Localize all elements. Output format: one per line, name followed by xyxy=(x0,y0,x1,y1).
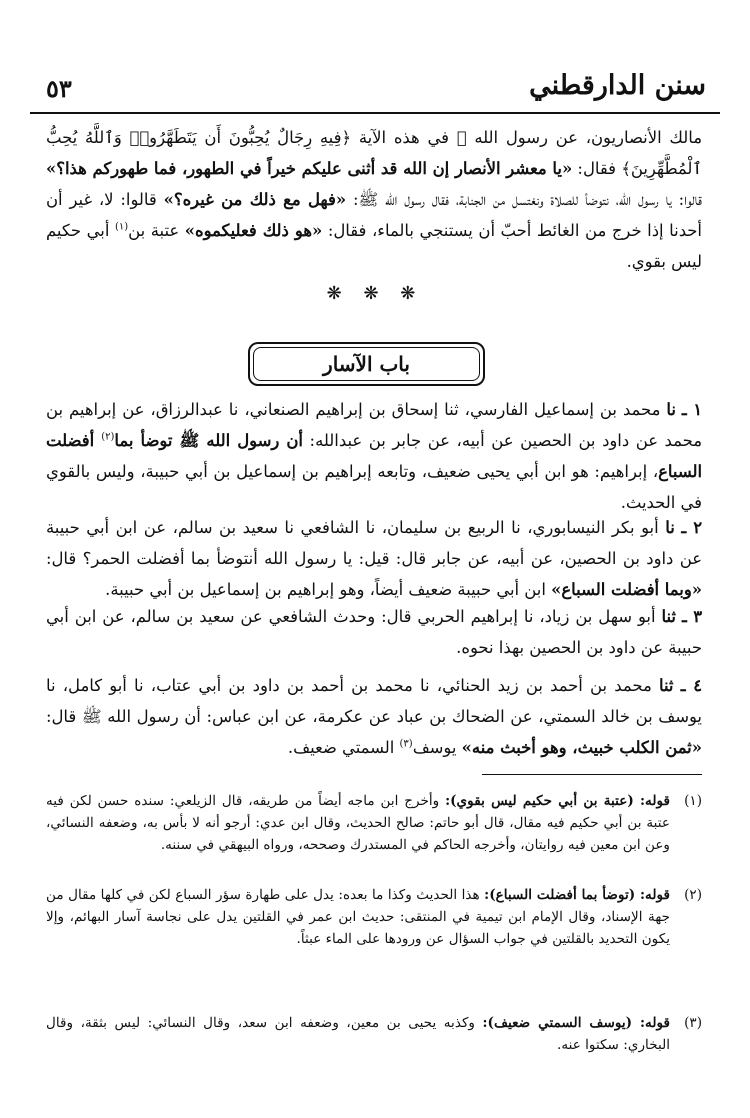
hadith-comment: ابن أبي حبيبة ضعيف أيضاً، وهو إبراهيم بن إسماعيل بن أبي حبيبة. xyxy=(105,580,552,599)
footnote-body: هذا الحديث وكذا ما بعده: يدل على طهارة سؤر السباع لكن في كلها مقال من جهة الإسناد، وقال الإمام ابن تيمية في المنتقى: حديث ابن عمر في القلتين يدل على نجاسة آسار البهائم، وإلا يكون التحديد بالقلتين في جواب السؤال عن ورودها على الماء عبثاً. xyxy=(46,887,670,947)
page-number: ٥٣ xyxy=(46,74,72,103)
intro-text-4: عتبة بن xyxy=(128,221,185,240)
hadith-text: أبو سهل بن زياد، نا إبراهيم الحربي قال: وحدث الشافعي عن سعيد بن سالم، عن ابن أبي حبيبة عن داود بن الحصين بهذا نحوه. xyxy=(46,607,702,657)
hadith-text: أبو بكر النيسابوري، نا الربيع بن سليمان، نا الشافعي نا سعيد بن سالم، عن ابن أبي حبيبة عن داود بن الحصين، عن أبيه، عن جابر قال: قيل: يا رسول الله أنتوضأ بما أفضلت الحمر؟ قال: xyxy=(46,518,702,568)
footnote-head: قوله: (يوسف السمتي ضعيف): xyxy=(482,1015,670,1031)
hadith-text: محمد بن إسماعيل الفارسي، ثنا إسحاق بن إبراهيم الصنعاني، نا عبدالرزاق، عن إبراهيم بن محمد عن داود بن الحصين عن أبيه، عن جابر بن عبدالله: xyxy=(46,400,702,450)
page-header xyxy=(30,70,720,114)
section-separator: ❋ ❋ ❋ xyxy=(326,283,424,304)
footnote-body: وكذبه يحيى بن معين، وضعفه ابن سعد، وقال النسائي: ليس بثقة، وقال البخاري: سكتوا عنه. xyxy=(46,1015,670,1053)
footnote-head: قوله: (عتبة بن أبي حكيم ليس بقوي): xyxy=(445,793,671,809)
isnad-marker: نا xyxy=(666,400,676,419)
intro-text-5: أبي حكيم ليس بقوي. xyxy=(46,221,702,271)
hadith-matn-cont: أفضلت السباع xyxy=(46,431,702,481)
hadith-4 xyxy=(46,670,702,763)
hadith-matn: «ثمن الكلب خبيث، وهو أخبث منه» xyxy=(461,738,702,757)
hadith-number: ٢ ـ xyxy=(681,518,703,537)
isnad-marker: ثنا xyxy=(661,607,676,626)
footnote-1 xyxy=(46,790,702,856)
footnote-ref-1: (١) xyxy=(114,221,129,233)
footnote-number: (١) xyxy=(684,793,702,809)
footnote-ref-2: (٢) xyxy=(101,431,115,443)
hadith-number: ٤ ـ xyxy=(680,676,703,695)
chapter-title: باب الآسار xyxy=(253,347,480,381)
chapter-title-box xyxy=(248,342,485,386)
hadith-comment: ، إبراهيم: هو ابن أبي يحيى ضعيف، وتابعه إبراهيم بن إسماعيل بن أبي حبيبة، وليس بالقوي في الحديث. xyxy=(46,462,702,512)
intro-quote-2: «فهل مع ذلك من غيره؟» xyxy=(163,190,347,209)
footnote-number: (٣) xyxy=(684,1015,702,1031)
hadith-comment: يوسف xyxy=(412,738,462,757)
footnote-rule xyxy=(482,774,702,775)
hadith-text: محمد بن أحمد بن زيد الحنائي، نا محمد بن أحمد بن داود بن أبي عتاب، نا أبو كامل، نا يوسف بن خالد السمتي، عن الضحاك بن عباد عن عكرمة، عن ابن عباس: أن رسول الله ﷺ قال: xyxy=(46,676,702,726)
footnote-number: (٢) xyxy=(684,887,702,903)
footnote-3 xyxy=(46,1012,702,1056)
isnad-marker: ثنا xyxy=(658,676,674,695)
intro-text-2: قالوا: يا رسول الله، نتوضأ للصلاة ونغتسل من الجنابة، فقال رسول الله ﷺ: xyxy=(346,190,703,209)
hadith-number: ١ ـ xyxy=(681,400,702,419)
footnote-head: قوله: (توضأ بما أفضلت السباع): xyxy=(484,887,670,903)
footnote-ref-3: (٣) xyxy=(399,738,413,750)
hadith-number: ٣ ـ xyxy=(681,607,703,626)
footnote-2 xyxy=(46,884,702,950)
intro-quote-1: «يا معشر الأنصار إن الله قد أثنى عليكم خيراً في الطهور، فما طهوركم هذا؟» xyxy=(46,159,573,178)
hadith-1 xyxy=(46,394,702,518)
header-rule xyxy=(30,112,720,114)
hadith-matn: «وبما أفضلت السباع» xyxy=(551,580,702,599)
intro-text-3: قالوا: لا، غير أن أحدنا إذا خرج من الغائط أحبّ أن يستنجي بالماء، فقال: xyxy=(46,190,702,240)
isnad-marker: نا xyxy=(665,518,675,537)
hadith-3 xyxy=(46,601,702,663)
hadith-matn: أن رسول الله ﷺ توضأ بما xyxy=(114,431,303,450)
intro-text-1: مالك الأنصاريون، عن رسول الله ﷺ في هذه الآية ﴿فِيهِ رِجَالٌ يُحِبُّونَ أَن يَتَطَهَّرُوا۟ وَٱللَّهُ يُحِبُّ ٱلْمُطَّهِّرِينَ﴾ فقال: xyxy=(46,128,702,178)
book-title: سنن الدارقطني xyxy=(529,70,706,101)
hadith-comment-cont: السمتي ضعيف. xyxy=(287,738,400,757)
hadith-2 xyxy=(46,512,702,605)
footnote-body: وأخرج ابن ماجه أيضاً من طريقه، قال الزيلعي: سنده حسن لكن فيه عتبة بن أبي حكيم فيه مقال، قال أبو حاتم: صالح الحديث، وقال ابن عدي: أرجو أنه لا بأس به، وضعفه النسائي، وعن ابن معين فيه روايتان، وأخرجه الحاكم في المستدرك وصححه، ورواه البيهقي في سننه. xyxy=(46,793,670,853)
intro-quote-3: «هو ذلك فعليكموه» xyxy=(184,221,323,240)
intro-paragraph xyxy=(46,122,702,277)
